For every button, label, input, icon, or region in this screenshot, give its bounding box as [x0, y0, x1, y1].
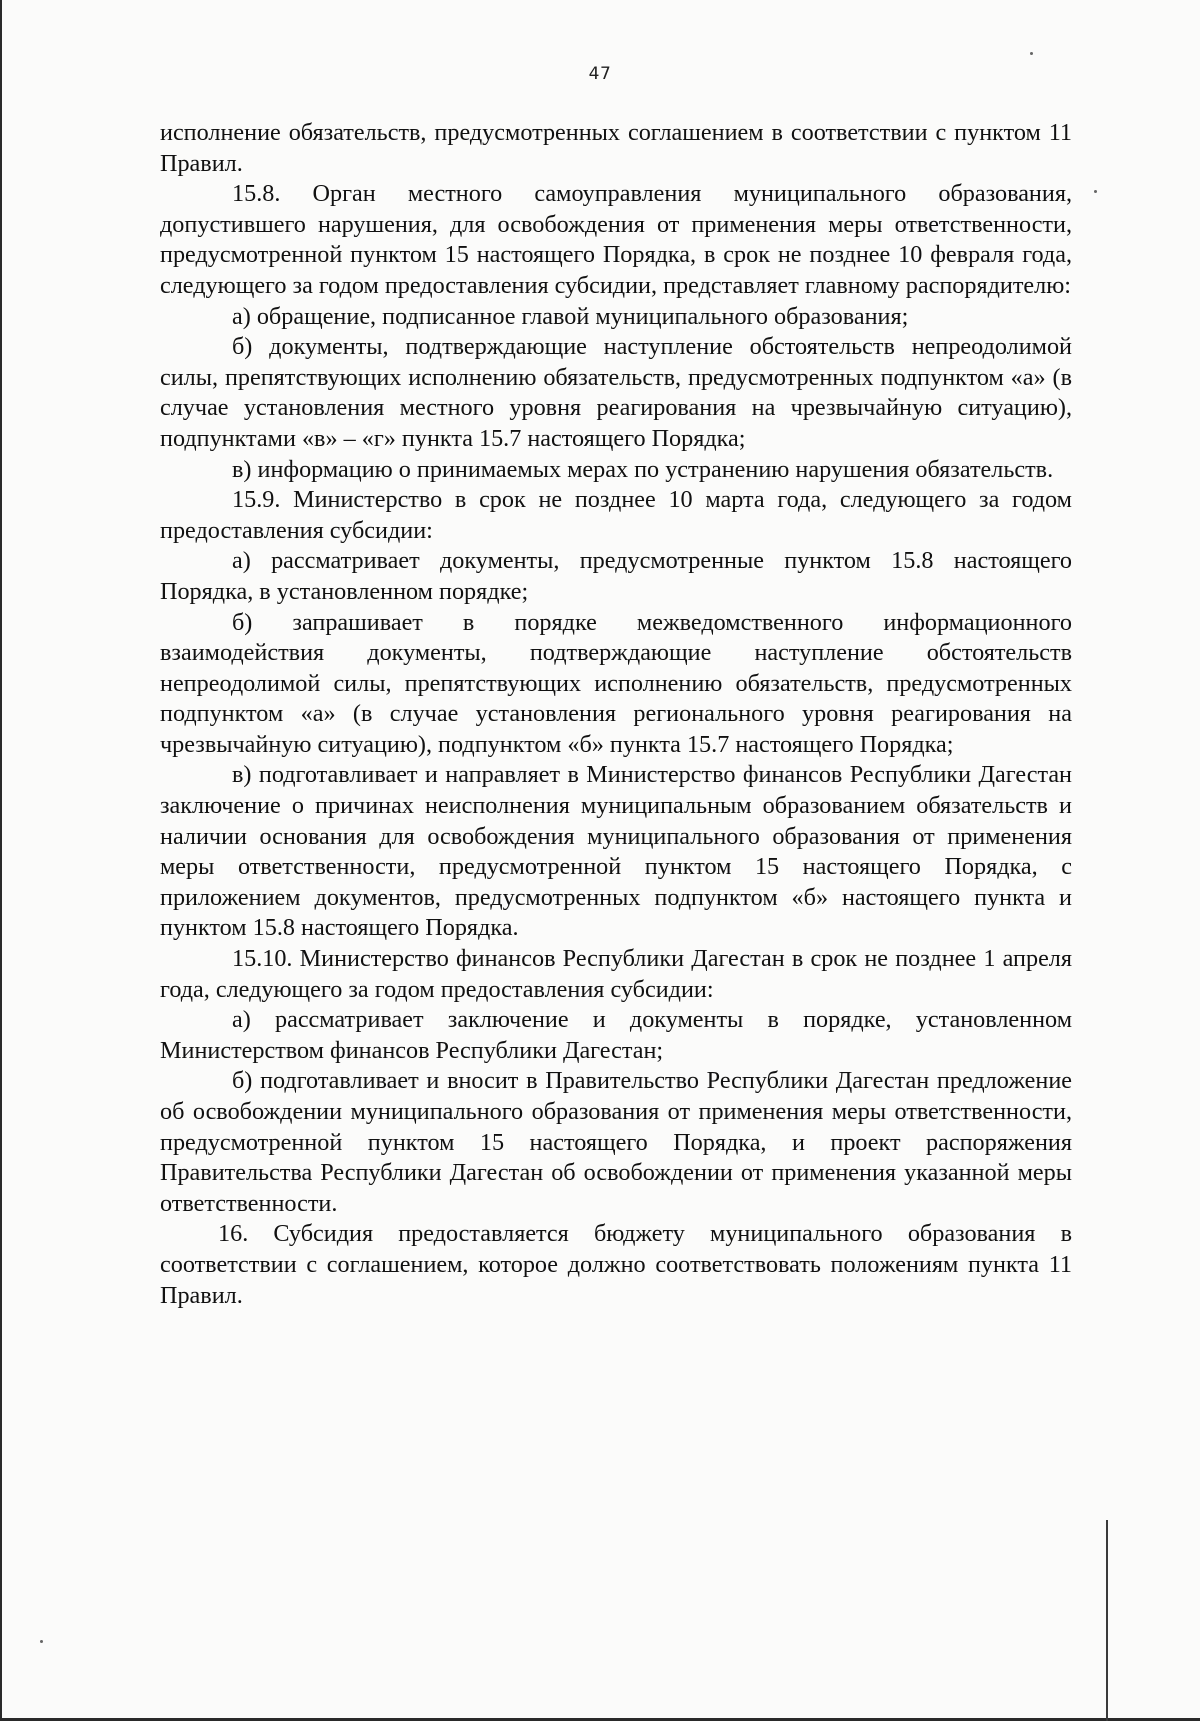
paragraph-16: 16. Субсидия предоставляется бюджету муниципального образования в соответствии с соглашением, которое должно соответствовать положениям пункта 11 Правил. [160, 1220, 1072, 1309]
paragraph-15-10-b: б) подготавливает и вносит в Правительство Республики Дагестан предложение об освобождении муниципального образования от применения меры ответственности, предусмотренной пунктом 15 настоящего Порядка, и проект распоряжения Правительства Республики Дагестан об освобождении от применения указанной меры ответственности. [160, 1067, 1072, 1217]
paragraph-15-9-a: а) рассматривает документы, предусмотренные пунктом 15.8 настоящего Порядка, в установленном порядке; [160, 547, 1072, 605]
paragraph-15-9: 15.9. Министерство в срок не позднее 10 марта года, следующего за годом предоставления субсидии: [160, 486, 1072, 544]
paragraph-15-10: 15.10. Министерство финансов Республики Дагестан в срок не позднее 1 апреля года, следующего за годом предоставления субсидии: [160, 945, 1072, 1003]
scan-edge-right [1106, 1520, 1108, 1721]
paragraph-15-10-a: а) рассматривает заключение и документы в порядке, установленном Министерством финансов Республики Дагестан; [160, 1006, 1072, 1064]
paragraph-15-9-v: в) подготавливает и направляет в Министерство финансов Республики Дагестан заключение о причинах неисполнения муниципальным образованием обязательств и наличии основания для освобождения муниципального образования от применения меры ответственности, предусмотренной пунктом 15 настоящего Порядка, с приложением документов, предусмотренных подпунктом «б» настоящего пункта и пунктом 15.8 настоящего Порядка. [160, 761, 1072, 942]
scan-edge-left [0, 0, 2, 1721]
scan-speck [1094, 190, 1097, 193]
scan-speck [1030, 52, 1033, 55]
paragraph-continuation: исполнение обязательств, предусмотренных соглашением в соответствии с пунктом 11 Правил. [160, 119, 1072, 177]
paragraph-15-8-b: б) документы, подтверждающие наступление обстоятельств непреодолимой силы, препятствующих исполнению обязательств, предусмотренных подпунктом «а» (в случае установления местного уровня реагирования на чрезвычайную ситуацию), подпунктами «в» – «г» пункта 15.7 настоящего Порядка; [160, 333, 1072, 452]
paragraph-15-9-b: б) запрашивает в порядке межведомственного информационного взаимодействия документы, подтверждающие наступление обстоятельств непреодолимой силы, препятствующих исполнению обязательств, предусмотренных подпунктом «а» (в случае установления регионального уровня реагирования на чрезвычайную ситуацию), подпунктом «б» пункта 15.7 настоящего Порядка; [160, 608, 1072, 758]
page-number: 47 [588, 64, 612, 84]
paragraph-15-8-a: а) обращение, подписанное главой муниципального образования; [232, 302, 909, 330]
paragraph-15-8: 15.8. Орган местного самоуправления муниципального образования, допустившего нарушения, для освобождения от применения меры ответственности, предусмотренной пунктом 15 настоящего Порядка, в срок не позднее 10 февраля года, следующего за годом предоставления субсидии, представляет главному распорядителю: [160, 180, 1072, 299]
document-body [160, 118, 1072, 1311]
paragraph-15-8-v: в) информацию о принимаемых мерах по устранению нарушения обязательств. [232, 455, 1054, 483]
scan-speck [40, 1640, 43, 1643]
